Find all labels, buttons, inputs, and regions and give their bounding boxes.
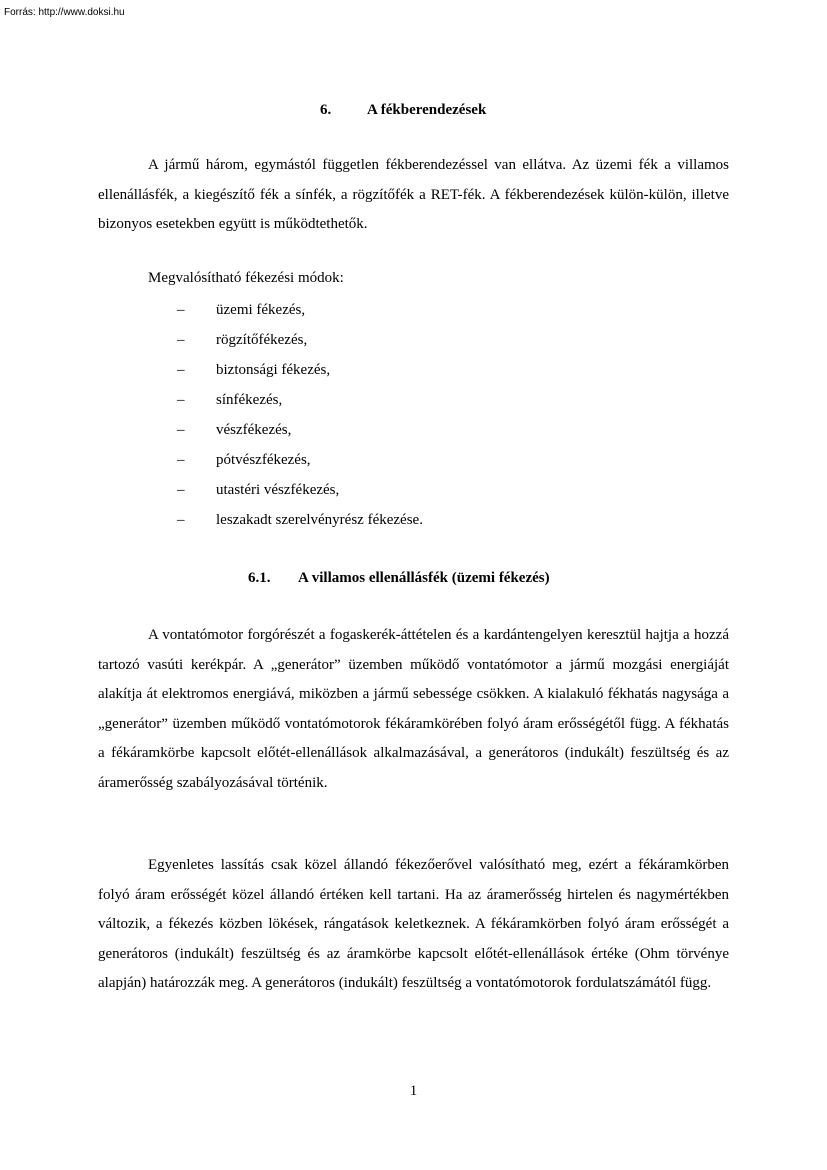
list-item [0, 390, 827, 420]
subsection-title: A villamos ellenállásfék (üzemi fékezés) [298, 570, 550, 586]
list-item-text: utastéri vészfékezés, [216, 482, 340, 498]
list-item-text: üzemi fékezés, [216, 302, 306, 318]
list-item-text: pótvészfékezés, [216, 452, 311, 468]
section-title: A fékberendezések [367, 102, 487, 118]
list-item [0, 510, 827, 540]
section-number: 6. [320, 102, 332, 118]
paragraph-traction-motor: A vontatómotor forgórészét a fogaskerék-áttételen és a kardántengelyen keresztül hajtja a hozzá tartozó vasúti kerékpár. A „generátor” üzemben működő vontatómotor a jármű mozgási energiáját alakítja át elektromos energiává, miközben a jármű sebessége csökken. A kialakuló fékhatás nagysága a „generátor” üzemben működő vontatómotorok fékáramkörében folyó áram erősségétől függ. A fékhatás a fékáramkörbe kapcsolt előtét-ellenállások alkalmazásával, a generátoros (indukált) feszültség és az áramerősség szabályozásával történik. [98, 627, 729, 791]
list-item [0, 360, 827, 390]
list-item-text: rögzítőfékezés, [216, 332, 308, 348]
paragraph-uniform-deceleration: Egyenletes lassítás csak közel állandó fékezőerővel valósítható meg, ezért a fékáramkörben folyó áram erősségét közel állandó értéken kell tartani. Ha az áramerősség hirtelen és nagymértékben változik, a fékezés közben lökések, rángatások keletkeznek. A fékáramkörben folyó áram erősségét a generátoros (indukált) feszültség és az áramkörbe kapcsolt előtét-ellenállások értéke (Ohm törvénye alapján) határozzák meg. A generátoros (indukált) feszültség a vontatómotorok fordulatszámától függ. [98, 857, 729, 991]
list-item-text: biztonsági fékezés, [216, 362, 331, 378]
list-item [0, 330, 827, 360]
list-dash: – [177, 332, 185, 348]
list-item [0, 480, 827, 510]
list-dash: – [177, 482, 185, 498]
braking-modes-intro: Megvalósítható fékezési módok: [148, 270, 344, 286]
list-item-text: sínfékezés, [216, 392, 283, 408]
list-dash: – [177, 452, 185, 468]
braking-modes-list [0, 300, 827, 540]
source-line: Forrás: http://www.doksi.hu [4, 7, 125, 18]
paragraph-brake-systems: A jármű három, egymástól független fékberendezéssel van ellátva. Az üzemi fék a villamos ellenállásfék, a kiegészítő fék a sínfék, a rögzítőfék a RET-fék. A fékberendezések külön-külön, illetve bizonyos esetekben együtt is működtethetők. [98, 157, 729, 232]
list-dash: – [177, 422, 185, 438]
list-item [0, 450, 827, 480]
list-dash: – [177, 302, 185, 318]
page-number: 1 [409, 1083, 418, 1099]
list-item [0, 420, 827, 450]
subsection-number: 6.1. [248, 570, 271, 586]
list-dash: – [177, 512, 185, 528]
list-item-text: leszakadt szerelvényrész fékezése. [216, 512, 423, 528]
list-item [0, 300, 827, 330]
list-dash: – [177, 362, 185, 378]
list-item-text: vészfékezés, [216, 422, 292, 438]
list-dash: – [177, 392, 185, 408]
